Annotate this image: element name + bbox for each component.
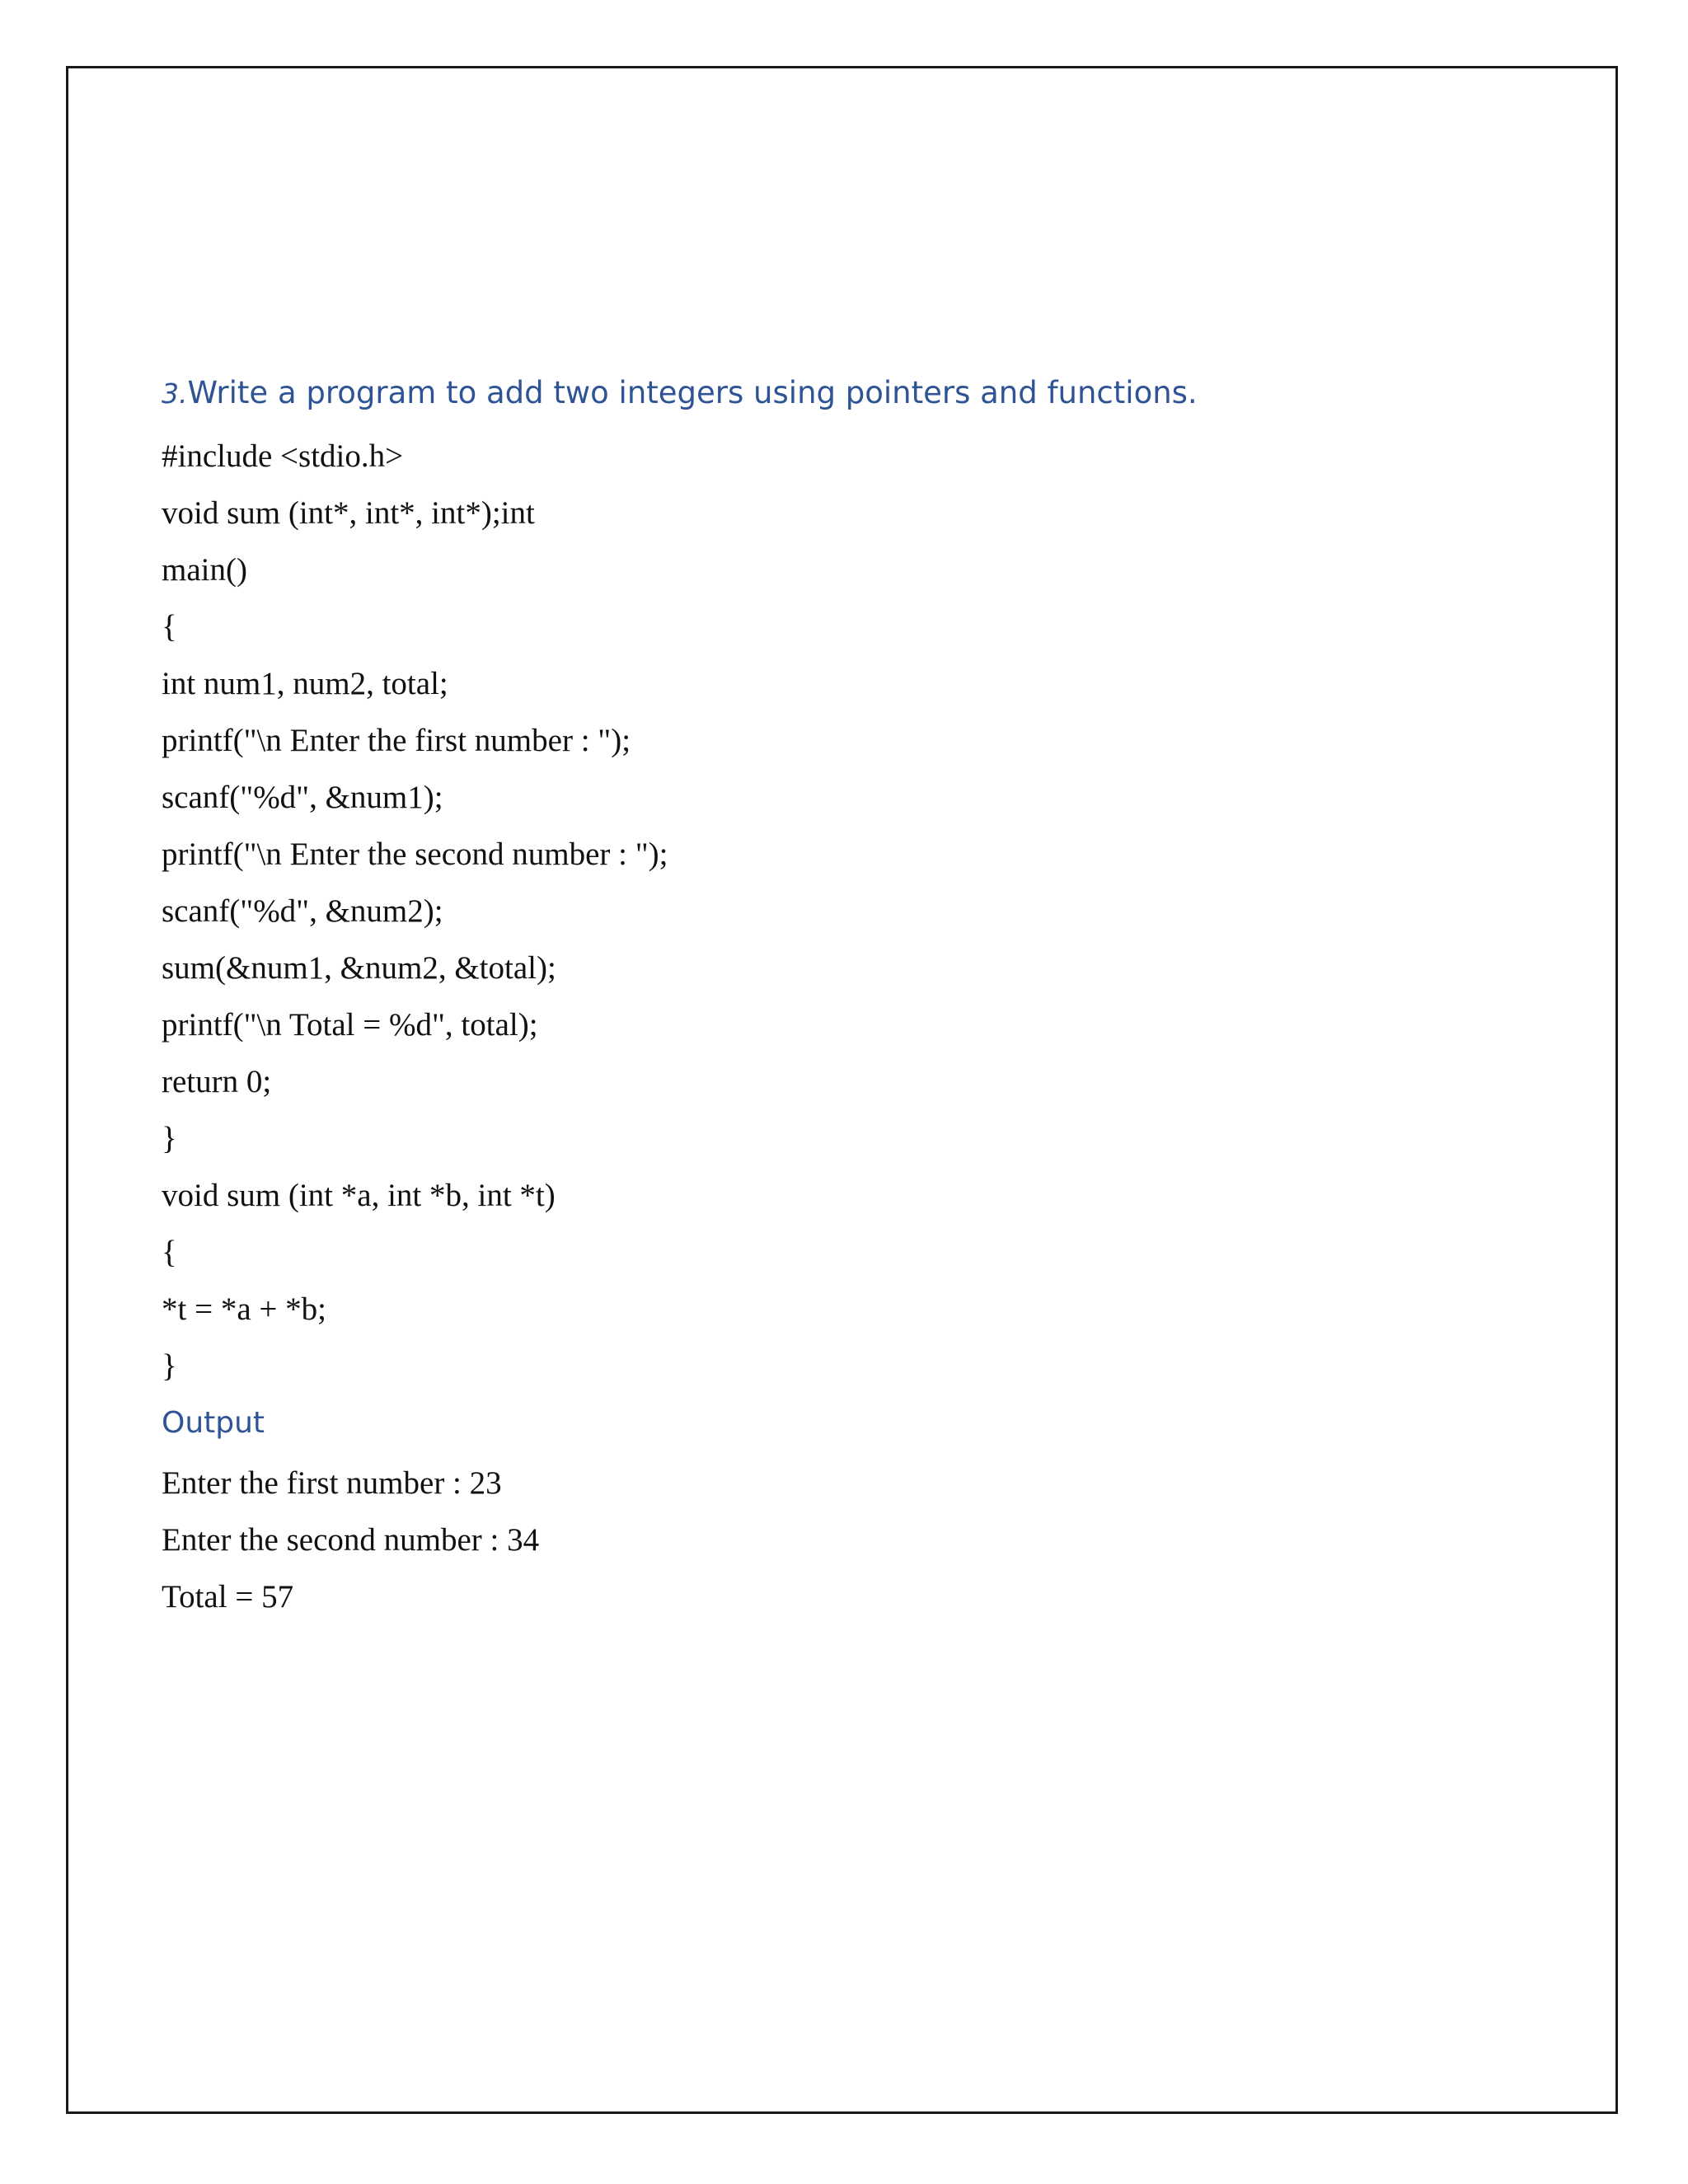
code-line: void sum (int *a, int *b, int *t): [162, 1178, 556, 1213]
output-line: Enter the second number : 34: [162, 1522, 540, 1558]
document-content: [162, 369, 1563, 1625]
code-block: [162, 428, 1563, 1394]
output-heading: Output: [162, 1406, 265, 1440]
code-line: printf("\n Total = %d", total);: [162, 1007, 538, 1043]
code-line: void sum (int*, int*, int*);int: [162, 495, 535, 531]
code-line: }: [162, 1348, 177, 1384]
code-line: {: [162, 609, 177, 644]
code-line: printf("\n Enter the second number : ");: [162, 837, 668, 872]
code-line: scanf("%d", &num2);: [162, 893, 443, 929]
code-line: }: [162, 1121, 177, 1156]
code-line: int num1, num2, total;: [162, 666, 448, 701]
code-line: #include <stdio.h>: [162, 438, 404, 474]
output-line: Total = 57: [162, 1579, 294, 1615]
question-heading: [162, 369, 1563, 417]
code-line: *t = *a + *b;: [162, 1291, 326, 1327]
code-line: sum(&num1, &num2, &total);: [162, 950, 556, 986]
code-line: scanf("%d", &num1);: [162, 780, 443, 815]
code-line: {: [162, 1235, 177, 1270]
output-line: Enter the first number : 23: [162, 1465, 502, 1501]
code-line: main(): [162, 552, 247, 588]
output-block: [162, 1455, 1563, 1625]
question-text: Write a program to add two integers using pointers and functions.: [187, 375, 1198, 410]
code-line: return 0;: [162, 1064, 272, 1099]
code-line: printf("\n Enter the first number : ");: [162, 723, 631, 758]
question-number: 3.: [162, 377, 188, 410]
